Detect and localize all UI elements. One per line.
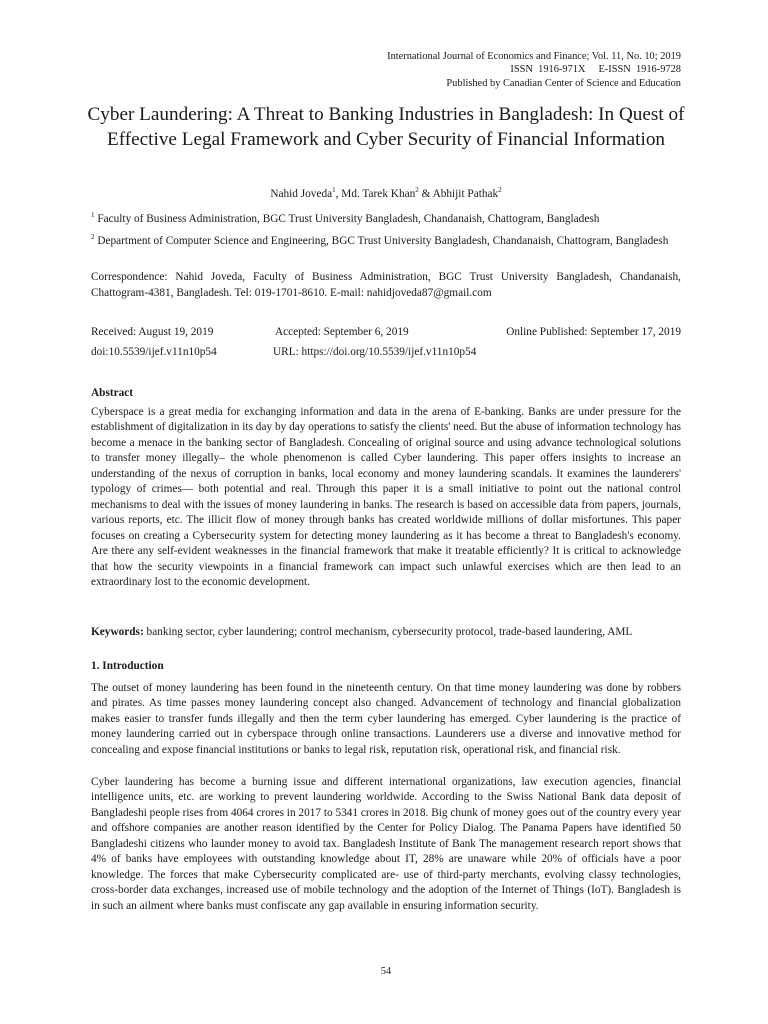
- accepted-date: Accepted: September 6, 2019: [275, 326, 409, 338]
- journal-publisher: Published by Canadian Center of Science and Education: [446, 77, 681, 89]
- affiliation-text: Department of Computer Science and Engineering, BGC Trust University Bangladesh, Chandanaish, Chattogram, Bangladesh: [97, 235, 669, 247]
- paper-title: Cyber Laundering: A Threat to Banking Industries in Bangladesh: In Quest of Effective Legal Framework and Cyber Security of Financial Information: [87, 104, 685, 150]
- url-link[interactable]: URL: https://doi.org/10.5539/ijef.v11n10p54: [273, 346, 477, 358]
- affiliation-number: 1: [91, 211, 95, 219]
- affiliation-number: 2: [91, 233, 95, 241]
- published-date: Online Published: September 17, 2019: [506, 326, 681, 338]
- affiliation-text: Faculty of Business Administration, BGC Trust University Bangladesh, Chandanaish, Chattogram, Bangladesh: [97, 213, 600, 225]
- abstract-heading: Abstract: [91, 387, 134, 399]
- author-name: Abhijit Pathak: [432, 188, 499, 200]
- journal-citation: International Journal of Economics and Finance; Vol. 11, No. 10; 2019: [387, 51, 681, 62]
- author-affil-mark: 2: [415, 186, 419, 194]
- introduction-paragraph-2: Cyber laundering has become a burning issue and different international organizations, law execution agencies, financial intelligence units, etc. are working to prevent laundering worldwide. According to the Swiss National Bank data deposit of Bangladeshi people rises from 4064 crores in 2017 to 5341 crores in 2018. Big chunk of money goes out of the country every year and offshore companies are another reason identified by the Center for Policy Dialog. The Panama Papers have identified 50 Bangladeshi citizens who launder money to avoid tax. Bangladesh Institute of Bank The management research report shows that 4% of banks have employees with outstanding knowledge about IT, 28% are unaware while 20% of officials have a poor knowledge. The forces that make Cybersecurity complicated are- use of third-party merchants, evolving classy technologies, cross-border data exchanges, increased use of mobile technology and the adoption of the Internet of Things (IoT). Bangladesh is in such an ailment where banks must confiscate any gap available in ensuring information security.: [91, 776, 681, 912]
- received-date: Received: August 19, 2019: [91, 326, 214, 338]
- introduction-heading: 1. Introduction: [91, 660, 164, 672]
- introduction-paragraph-1: The outset of money laundering has been found in the nineteenth century. On that time money laundering was done by robbers and pirates. As time passes money laundering concept also changed. Advancement of technology and financial globalization makes easier to transfer funds illegally and then the term cyber laundering has emerged. Cyber laundering is the practice of money laundering carried out in cyberspace through online transactions. Launderers use a diverse and innovative method for concealing and expose financial institutions or banks to legal risk, reputation risk, operational risk, and financial risk.: [91, 682, 681, 756]
- correspondence: Correspondence: Nahid Joveda, Faculty of Business Administration, BGC Trust University Bangladesh, Chandanaish, Chattogram-4381, Bangladesh. Tel: 019-1701-8610. E-mail: nahidjoveda87@gmail.com: [91, 271, 681, 299]
- keywords: [91, 625, 681, 640]
- author-affil-mark: 1: [332, 186, 336, 194]
- keywords-text: banking sector, cyber laundering; control mechanism, cybersecurity protocol, trade-based laundering, AML: [143, 626, 633, 638]
- author-name: Md. Tarek Khan: [341, 188, 416, 200]
- doi-text: doi:10.5539/ijef.v11n10p54: [91, 346, 217, 358]
- author-affil-mark: 2: [498, 186, 502, 194]
- journal-header: [161, 50, 681, 90]
- abstract-text: Cyberspace is a great media for exchanging information and data in the arena of E-banking. Banks are under pressure for the establishment of digitalization in its day by day operations to satisfy the clients' need. But the abuse of information technology has become a menace in the banking sector of Bangladesh. Concealing of original source and using advance technological solutions to transfer money illegally‒ the whole phenomenon is called Cyber laundering. This paper offers insights to increase an understanding of the nexus of corruption in banks, local economy and money laundering scandals. It examines the launderers' typology of crimes― both potential and real. Through this paper it is a small initiative to point out the national control mechanisms to deal with the issues of money laundering in banks. The research is based on accessible data from papers, journals, various reports, etc. The illicit flow of money through banks has created worldwide millions of dollar misfortunes. This paper focuses on creating a Cybersecurity system for detecting money laundering as it has become a threat to Bangladesh's economy. Are there any self-evident weaknesses in the financial framework that make it treatable efficiently? It is critical to acknowledge that how the security viewpoints in a financial framework can impact such unlawful exercises which are then lead to an extraordinary lost to the economic development.: [91, 406, 681, 588]
- page-number: 54: [380, 966, 392, 977]
- author-name: Nahid Joveda: [270, 188, 333, 200]
- affiliation-1: [91, 211, 681, 227]
- author-separator: ,: [335, 188, 342, 200]
- journal-issn: ISSN 1916-971X E-ISSN 1916-9728: [510, 64, 681, 76]
- keywords-label: Keywords:: [91, 626, 144, 638]
- affiliation-2: [91, 233, 681, 249]
- author-list: [91, 188, 681, 200]
- author-separator: &: [418, 188, 433, 200]
